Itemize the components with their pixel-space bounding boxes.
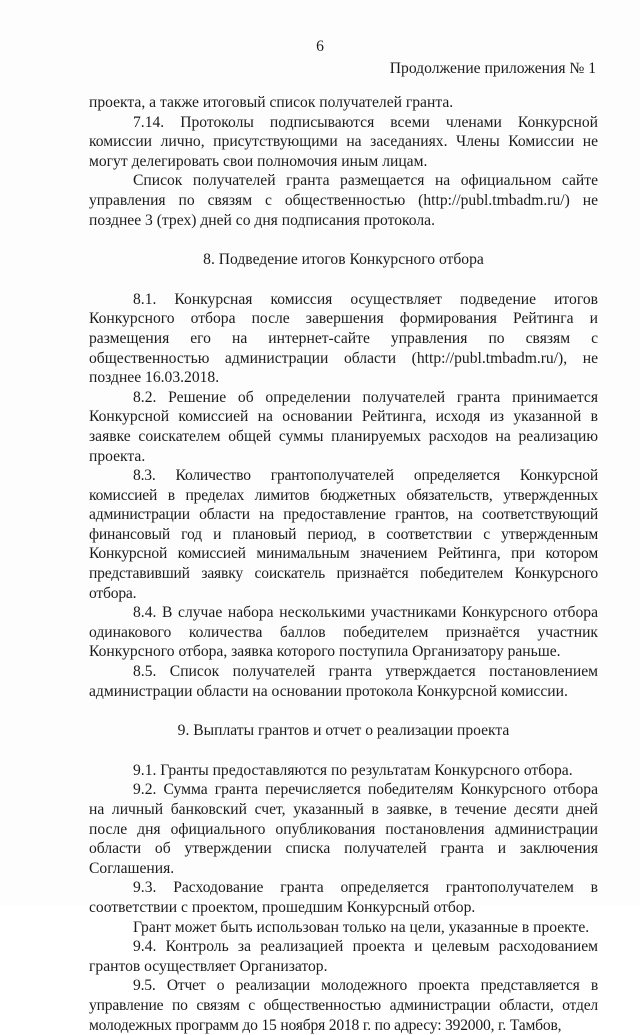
section-9-heading: 9. Выплаты грантов и отчет о реализации проекта — [177, 722, 510, 740]
clause-8-1: 8.1. Конкурсная комиссия осуществляет подведение итогов Конкурсного отбора после завершения формирования Рейтинга и размещения его на интернет-сайте управления по связям с общественностью администрации области (http://publ.tmbadm.ru/), не позднее 16.03.2018. — [89, 290, 598, 387]
clause-8-4: 8.4. В случае набора несколькими участниками Конкурсного отбора одинакового количества баллов победителем признаётся участник Конкурсного отбора, заявка которого поступила Организатору раньше. — [89, 604, 598, 661]
section-8-heading: 8. Подведение итогов Конкурсного отбора — [203, 251, 484, 269]
clause-8-3: 8.3. Количество грантополучателей определяется Конкурсной комиссией в пределах лимитов бюджетных обязательств, утвержденных администрации области на предоставление грантов, на соответствующий финансовый год и плановый период, в соответствии с утвержденным Конкурсной комиссией минимальным значением Рейтинга, при котором представивший заявку соискатель признаётся победителем Конкурсного отбора. — [89, 467, 598, 602]
clause-7-14: 7.14. Протоколы подписываются всеми членами Конкурсной комиссии лично, присутствующими на заседаниях. Члены Комиссии не могут делегировать свои полномочия иным лицам. — [89, 113, 598, 170]
document-body — [89, 93, 598, 1035]
appendix-continuation-label: Продолжение приложения № 1 — [389, 60, 596, 77]
clause-9-3: 9.3. Расходование гранта определяется грантополучателем в соответствии с проектом, прошедшим Конкурсный отбор. — [89, 879, 598, 916]
clause-8-2: 8.2. Решение об определении получателей гранта принимается Конкурсной комиссией на основании Рейтинга, исходя из указанной в заявке соискателем общей суммы планируемых расходов на реализацию проекта. — [89, 388, 598, 465]
clause-9-5: 9.5. Отчет о реализации молодежного проекта представляется в управление по связям с общественностью администрации области, отдел молодежных программ до 15 ноября 2018 г. по адресу: 392000, г. Тамбов, — [89, 977, 598, 1034]
clause-9-4: 9.4. Контроль за реализацией проекта и целевым расходованием грантов осуществляет Организатор. — [89, 938, 598, 975]
clause-9-1: 9.1. Гранты предоставляются по результатам Конкурсного отбора. — [133, 761, 573, 779]
intro-paragraph-1: проекта, а также итоговый список получателей гранта. — [89, 94, 454, 111]
clause-8-5: 8.5. Список получателей гранта утверждается постановлением администрации области на основании протокола Конкурсной комиссии. — [89, 663, 598, 700]
page-number: 6 — [316, 38, 324, 55]
recipients-list-publication: Список получателей гранта размещается на официальном сайте управления по связям с общественностью (http://publ.tmbadm.ru/) не позднее 3 (трех) дней со дня подписания протокола. — [89, 172, 598, 229]
clause-9-2: 9.2. Сумма гранта перечисляется победителям Конкурсного отбора на личный банковский счет, указанный в заявке, в течение десяти дней после дня официального опубликования постановления администрации области об утверждении списка получателей гранта и заключения Соглашения. — [89, 781, 598, 877]
grant-usage-note: Грант может быть использован только на цели, указанные в проекте. — [133, 918, 590, 936]
